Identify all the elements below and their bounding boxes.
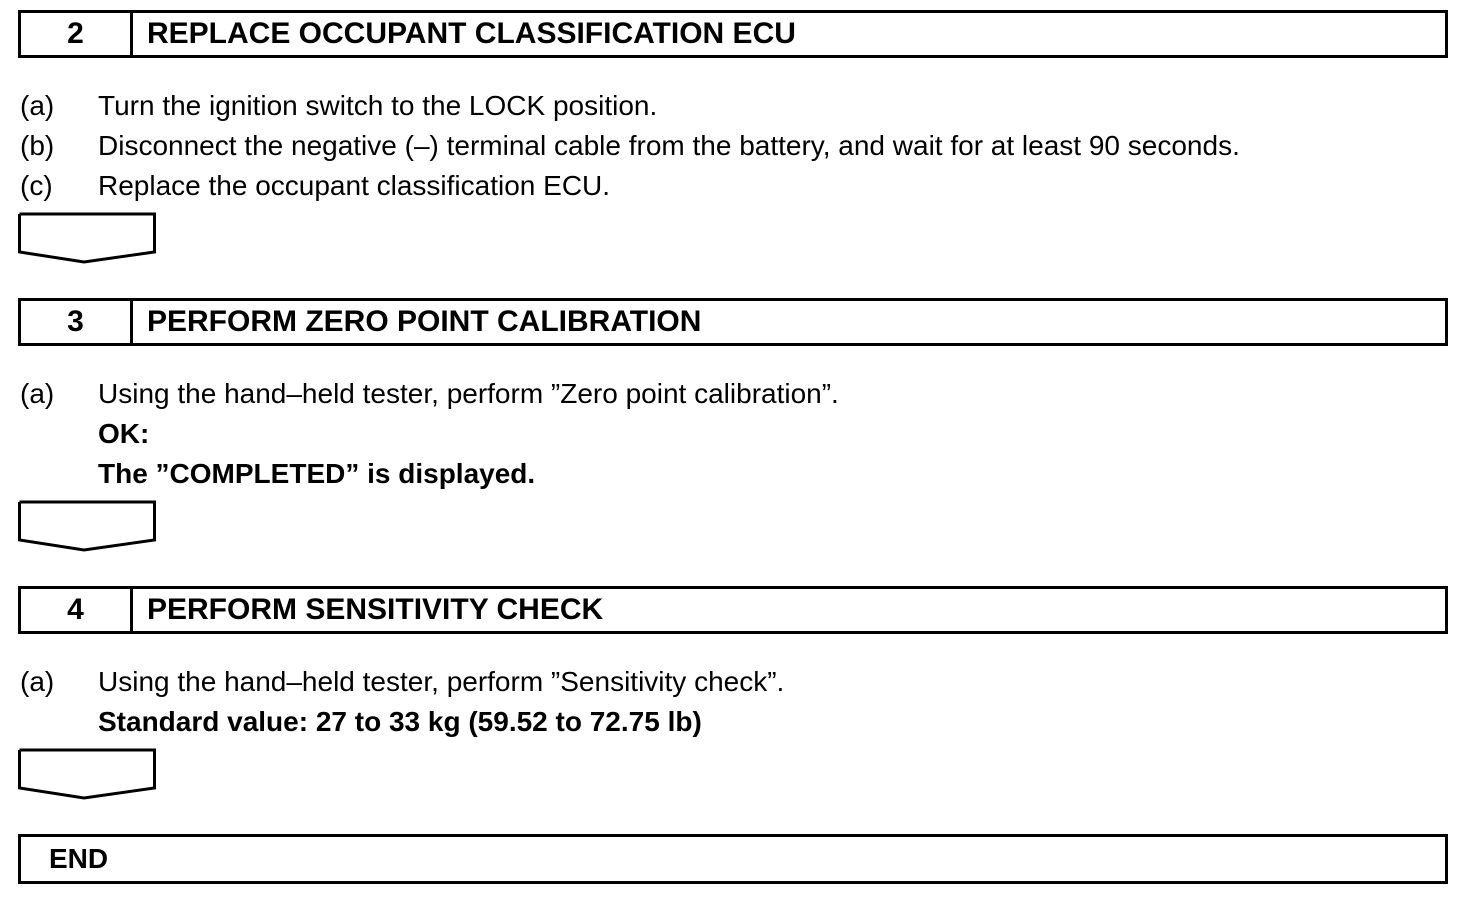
item-text: Replace the occupant classification ECU. <box>98 170 611 201</box>
step-3-title: PERFORM ZERO POINT CALIBRATION <box>147 305 702 338</box>
next-step-arrow-icon <box>18 748 156 800</box>
step-3-item-a <box>20 374 839 414</box>
ok-label: OK: <box>98 418 150 449</box>
step-2-item-c <box>20 166 610 206</box>
step-2-number: 2 <box>21 13 133 55</box>
item-label: (b) <box>20 130 55 161</box>
item-label: (a) <box>20 90 55 121</box>
item-text: Turn the ignition switch to the LOCK position. <box>98 90 658 121</box>
step-3-header <box>18 298 1448 346</box>
ok-criteria: The ”COMPLETED” is displayed. <box>98 458 536 489</box>
next-step-arrow-icon <box>18 212 156 264</box>
step-4-header <box>18 586 1448 634</box>
item-label: (a) <box>20 378 55 409</box>
step-4-number: 4 <box>21 589 133 631</box>
item-text: Using the hand–held tester, perform ”Sensitivity check”. <box>98 666 785 697</box>
next-step-arrow-icon <box>18 500 156 552</box>
item-label: (a) <box>20 666 55 697</box>
step-2-title: REPLACE OCCUPANT CLASSIFICATION ECU <box>147 17 796 50</box>
step-4-title: PERFORM SENSITIVITY CHECK <box>147 593 604 626</box>
standard-value: Standard value: 27 to 33 kg (59.52 to 72.75 lb) <box>98 706 702 737</box>
end-box <box>18 834 1448 884</box>
end-label: END <box>49 843 109 874</box>
item-label: (c) <box>20 170 53 201</box>
step-2-item-b <box>20 126 1240 166</box>
item-text: Using the hand–held tester, perform ”Zero point calibration”. <box>98 378 839 409</box>
step-2-item-a <box>20 86 657 126</box>
item-text: Disconnect the negative (–) terminal cable from the battery, and wait for at least 90 seconds. <box>98 130 1240 161</box>
step-4-item-a <box>20 662 784 702</box>
step-3-number: 3 <box>21 301 133 343</box>
step-2-header <box>18 10 1448 58</box>
